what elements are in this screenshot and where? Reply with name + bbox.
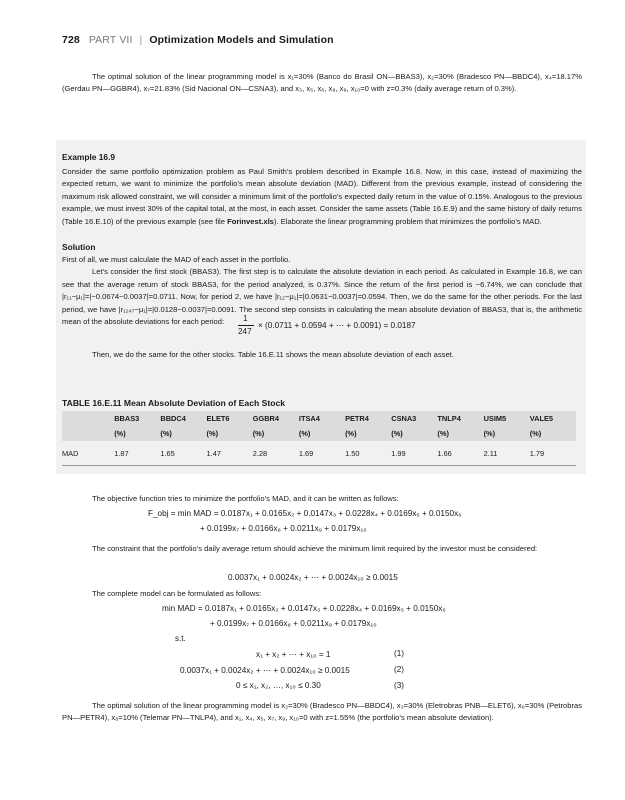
- page-number: 728: [62, 34, 80, 46]
- chapter-title: Optimization Models and Simulation: [149, 34, 334, 46]
- part-label: PART: [88, 34, 117, 46]
- table-cell: 1.87: [114, 441, 160, 466]
- solution-title: Solution: [62, 242, 96, 252]
- table-cell: 2.28: [253, 441, 299, 466]
- column-header: CSNA3: [391, 411, 437, 426]
- mad-table: [62, 411, 576, 466]
- example-text-end: ). Elaborate the linear programming problem that minimizes the portfolio’s MAD.: [273, 216, 542, 226]
- objective-intro: The objective function tries to minimize the portfolio’s MAD, and it can be written as follows:: [92, 494, 399, 503]
- table-cell: 1.66: [437, 441, 483, 466]
- constraint-2-number: (2): [394, 665, 405, 674]
- table-title: TABLE 16.E.11 Mean Absolute Deviation of Each Stock: [62, 398, 286, 408]
- unit-label: (%): [253, 426, 299, 441]
- unit-label: (%): [530, 426, 576, 441]
- table-header-row: [62, 411, 576, 426]
- column-header: GGBR4: [253, 411, 299, 426]
- example-text: Consider the same portfolio optimization problem as Paul Smith’s problem described in Example 16.8. Now, in this case, instead of maximizing the expected return, we want to minimize the portfolio’s mean absolute deviation (MAD). Different from the previous example, instead of considering the maximum risk allowed constraint, we will consider a minimum limit of the portfolio’s expected daily return in the value of 0.15%. Analogous to the previous example, we must invest 30% of the capital total, at the most, in each asset. Consider the same assets (Table 16.E.9) and the same history of daily returns (Table 16.E.10) of the previous example (see file: [62, 167, 582, 226]
- unit-label: (%): [391, 426, 437, 441]
- row-label: MAD: [62, 441, 114, 466]
- part-number: VII: [119, 34, 133, 46]
- column-header: BBDC4: [160, 411, 206, 426]
- model-objective-line-1: min MAD = 0.0187x₁ + 0.0165x₂ + 0.0147x₃ + 0.0228x₄ + 0.0169x₅ + 0.0150x₆: [162, 604, 446, 613]
- column-header: TNLP4: [437, 411, 483, 426]
- table-cell: 1.50: [345, 441, 391, 466]
- fraction-bar: [238, 325, 254, 326]
- example-title: Example 16.9: [62, 152, 116, 162]
- formula-expression: × (0.0711 + 0.0594 + ⋯ + 0.0091) = 0.0187: [258, 321, 416, 330]
- example-body: [62, 166, 582, 228]
- table-cell: 1.79: [530, 441, 576, 466]
- formula-numerator: 1: [243, 314, 248, 323]
- file-name: Forinvest.xls: [227, 216, 274, 226]
- solution-paragraph-1: First of all, we must calculate the MAD of each asset in the portfolio.: [62, 255, 291, 264]
- column-header: BBAS3: [114, 411, 160, 426]
- table-cell: 1.69: [299, 441, 345, 466]
- table-cell: 1.47: [207, 441, 253, 466]
- unit-label: (%): [160, 426, 206, 441]
- constraint-3: 0 ≤ x₁, x₂, …, x₁₀ ≤ 0.30: [236, 681, 321, 690]
- model-objective-line-2: + 0.0199x₇ + 0.0166x₈ + 0.0211x₉ + 0.0179x₁₀: [210, 619, 377, 628]
- formula-denominator: 247: [238, 327, 252, 336]
- solution-paragraph-3: Then, we do the same for the other stocks. Table 16.E.11 shows the mean absolute deviation of each asset.: [92, 350, 454, 359]
- constraint-3-number: (3): [394, 681, 405, 690]
- table-row: [62, 441, 576, 466]
- model-intro: The complete model can be formulated as follows:: [92, 589, 262, 598]
- constraint-1-number: (1): [394, 649, 405, 658]
- subject-to-label: s.t.: [175, 634, 186, 643]
- column-header: USIM5: [484, 411, 530, 426]
- solution-body: [62, 254, 582, 328]
- column-header: ELET6: [207, 411, 253, 426]
- unit-label: (%): [345, 426, 391, 441]
- objective-equation-line-2: + 0.0199x₇ + 0.0166x₈ + 0.0211x₉ + 0.0179x₁₀: [200, 524, 367, 533]
- column-header: VALE5: [530, 411, 576, 426]
- running-head: [62, 34, 334, 46]
- solution-paragraph-2: Let’s consider the first stock (BBAS3). The first step is to calculate the absolute deviation in each period. As calculated in Example 16.8, we can see that the average return of stock BBAS3, for the period analyzed, is 0.37%. Since the return of the first period is −6.74%, we can conclude that |r₁₁−μ₁|=|−0.0674−0.0037|=0.0711. Now, for period 2, we have |r₁₂−μ₁|=|0.0631−0.0037|=0.0594. Then, we do the same for the other periods. For the last period, we have |r₁₂₄₇−μ₁|=|0.0128−0.0037|=0.0091. The second step consists in calculating the mean absolute deviation of BBAS3, that is, the arithmetic mean of the absolute deviations for each period:: [62, 267, 582, 327]
- table-cell: 2.11: [484, 441, 530, 466]
- column-header: PETR4: [345, 411, 391, 426]
- constraint-2: 0.0037x₁ + 0.0024x₂ + ⋯ + 0.0024x₁₀ ≥ 0.0015: [180, 666, 350, 675]
- constraint-1: x₁ + x₂ + ⋯ + x₁₀ = 1: [256, 650, 331, 659]
- header-separator: |: [139, 34, 143, 46]
- table-cell: 1.65: [160, 441, 206, 466]
- unit-label: (%): [207, 426, 253, 441]
- unit-label: (%): [299, 426, 345, 441]
- objective-equation-line-1: F_obj = min MAD = 0.0187x₁ + 0.0165x₂ + 0.0147x₃ + 0.0228x₄ + 0.0169x₅ + 0.0150x₆: [148, 509, 462, 518]
- unit-label: (%): [437, 426, 483, 441]
- final-paragraph: The optimal solution of the linear programming model is x₂=30% (Bradesco PN—BBDC4), x₃=30% (Eletrobras PNB—ELET6), x₆=30% (Petrobras PN—PETR4), x₈=10% (Telemar PN—TNLP4), and x₁, x₄, x₅, x₇, x₉, x₁₀=0 with z=1.55% (the portfolio’s mean absolute deviation).: [62, 701, 582, 723]
- constraint-intro: The constraint that the portfolio’s daily average return should achieve the minimum limit required by the investor must be considered:: [92, 544, 538, 553]
- constraint-equation: 0.0037x₁ + 0.0024x₂ + ⋯ + 0.0024x₁₀ ≥ 0.0015: [228, 573, 398, 582]
- unit-label: (%): [484, 426, 530, 441]
- unit-label: (%): [114, 426, 160, 441]
- column-header: ITSA4: [299, 411, 345, 426]
- intro-paragraph: The optimal solution of the linear programming model is x₁=30% (Banco do Brasil ON—BBAS3), x₂=30% (Bradesco PN—BBDC4), x₄=18.17% (Gerdau PN—GGBR4), x₇=21.83% (Sid Nacional ON—CSNA3), and x₃, x₅, x₆, x₈, x₉, x₁₀=0 with z=0.3% (daily average return of 0.3%).: [62, 72, 582, 94]
- table-cell: 1.99: [391, 441, 437, 466]
- table-unit-row: [62, 426, 576, 441]
